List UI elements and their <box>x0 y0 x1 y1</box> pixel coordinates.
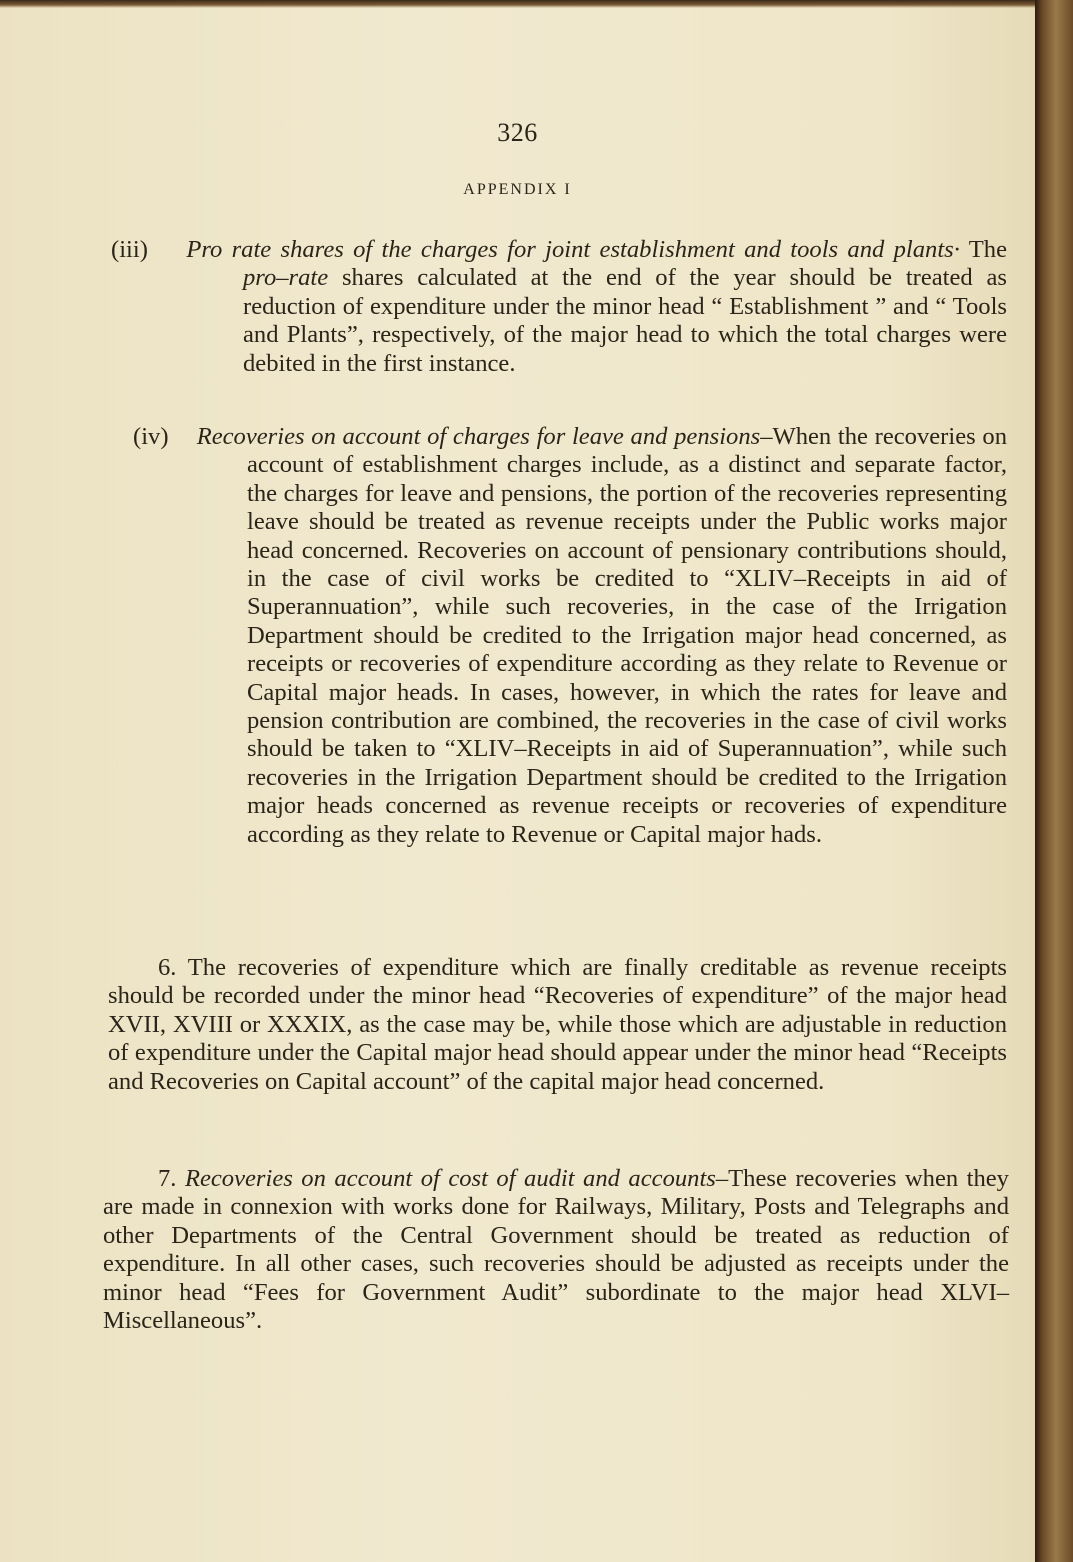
paragraph-iii <box>177 236 1007 378</box>
page-top-edge <box>0 0 1073 8</box>
paragraph-label: 7. <box>158 1165 177 1192</box>
paragraph-text: The recoveries of expenditure which are finally creditable as revenue receipts should be recorded under the minor head “Recoveries of expenditure” of the major head XVII, XVIII or XXXIX, as the case may be, while those which are adjustable in reduction of expenditure under the Capital major head should appear under the minor head “Receipts and Recoveries on Capital account” of the capital major head concerned. <box>108 954 1007 1095</box>
paragraph-text: shares calculated at the end of the year should be treated as reduction of expenditure under the minor head “ Establishment ” and “ Tools and Plants”, respectively, of the major head to which the total charges were debited in the first instance. <box>243 264 1007 377</box>
paragraph-6 <box>108 954 1007 1096</box>
paragraph-text: –When the recoveries on account of establishment charges include, as a distinct and separate factor, the charges for leave and pensions, the portion of the recoveries representing leave should be treated as revenue receipts under the Public works major head concerned. Recoveries on account of pensionary contributions should, in the case of civil works be credited to “XLIV–Receipts in aid of Superannuation”, while such recoveries, in the case of the Irrigation Department should be credited to the Irrigation major head concerned, as receipts or recoveries of expenditure according as they relate to Revenue or Capital major heads. In cases, however, in which the rates for leave and pension contribution are combined, the recoveries in the case of civil works should be taken to “XLIV–Receipts in aid of Superannuation”, while such recoveries in the Irrigation Department should be credited to the Irrigation major heads concerned as revenue receipts or recoveries of expenditure according as they relate to Revenue or Capital major hads. <box>247 423 1007 848</box>
paragraph-iv <box>190 423 1007 849</box>
paragraph-heading: Recoveries on account of charges for leave and pensions <box>196 423 761 450</box>
paragraph-label: 6. <box>158 954 177 981</box>
paragraph-text: The <box>959 236 1007 263</box>
paragraph-heading: Pro rate shares of the charges for joint establishment and tools and plants· <box>186 236 960 263</box>
page-number: 326 <box>497 118 538 147</box>
paragraph-heading: Recoveries on account of cost of audit and accounts <box>184 1165 716 1192</box>
paragraph-7 <box>103 1165 1009 1335</box>
paragraph-term: pro–rate <box>243 264 329 292</box>
paragraph-text: –These recoveries when they are made in connexion with works done for Railways, Military, Posts and Telegraphs and other Departments of the Central Government should be treated as reduction of expenditure. In all other cases, such recoveries should be adjusted as receipts under the minor head “Fees for Government Audit” subordinate to the major head XLVI–Miscellaneous”. <box>103 1165 1009 1335</box>
page-header: APPENDIX I <box>463 181 572 198</box>
book-spine <box>1035 0 1073 1562</box>
